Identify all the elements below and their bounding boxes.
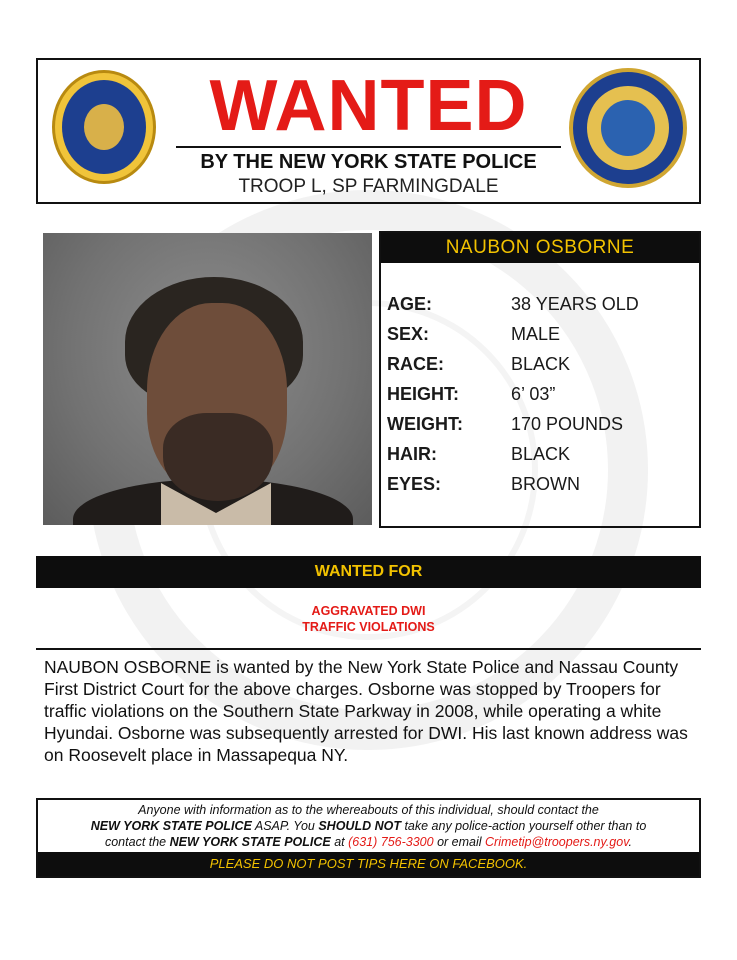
contact-footer	[36, 798, 701, 878]
charges-list	[36, 603, 701, 635]
stat-value: BLACK	[511, 444, 571, 464]
charge-item: AGGRAVATED DWI	[311, 604, 426, 618]
charges-divider	[36, 648, 701, 650]
facebook-notice: PLEASE DO NOT POST TIPS HERE ON FACEBOOK.	[38, 852, 699, 876]
subject-stats	[387, 289, 693, 499]
email-link[interactable]: Crimetip@troopers.ny.gov	[485, 835, 629, 849]
stat-label: AGE:	[387, 294, 432, 314]
wanted-title: WANTED	[209, 66, 528, 146]
stat-label: SEX:	[387, 324, 430, 344]
stat-value: BROWN	[511, 474, 580, 494]
stat-value: 6’ 03”	[511, 384, 556, 404]
stat-value: 170 POUNDS	[511, 414, 624, 434]
stat-row-weight	[387, 409, 693, 439]
stat-label: HEIGHT:	[387, 384, 459, 404]
charge-item: TRAFFIC VIOLATIONS	[302, 620, 435, 634]
stat-label: EYES:	[387, 474, 442, 494]
case-description: NAUBON OSBORNE is wanted by the New York State Police and Nassau County First District Court for the above charges. Osborne was stopped by Troopers for traffic violations on the Southern State Parkway in 2008, while operating a white Hyundai. Osborne was subsequently arrested for DWI. His last known address was on Roosevelt place in Massapequa NY.	[44, 657, 688, 765]
bureau-of-criminal-investigation-seal-icon	[569, 68, 687, 188]
should-not-warning: SHOULD NOT	[318, 819, 401, 833]
agency-name: NEW YORK STATE POLICE	[169, 835, 331, 849]
stat-row-sex	[387, 319, 693, 349]
phone-number: (631) 756-3300	[348, 835, 434, 849]
subject-name: NAUBON OSBORNE	[381, 233, 699, 263]
by-line: BY THE NEW YORK STATE POLICE	[200, 151, 537, 173]
contact-line-3: contact the NEW YORK STATE POLICE at (631) 756-3300 or email Crimetip@troopers.ny.gov.	[104, 835, 633, 849]
stat-label: RACE:	[387, 354, 444, 374]
stat-row-age	[387, 289, 693, 319]
contact-instructions	[38, 802, 699, 850]
title-divider	[176, 146, 561, 148]
stat-value: MALE	[511, 324, 561, 344]
header-box	[36, 58, 701, 204]
suspect-photo	[43, 233, 372, 525]
wanted-for-heading: WANTED FOR	[36, 556, 701, 588]
troop-line: TROOP L, SP FARMINGDALE	[238, 176, 499, 197]
subject-info-box	[379, 231, 701, 528]
stat-row-height	[387, 379, 693, 409]
stat-row-eyes	[387, 469, 693, 499]
contact-line-1: Anyone with information as to the whereabouts of this individual, should contact the	[138, 803, 599, 817]
agency-name: NEW YORK STATE POLICE	[90, 819, 252, 833]
stat-value: 38 YEARS OLD	[511, 294, 639, 314]
stat-value: BLACK	[511, 354, 571, 374]
stat-label: WEIGHT:	[387, 414, 463, 434]
stat-label: HAIR:	[387, 444, 437, 464]
stat-row-race	[387, 349, 693, 379]
stat-row-hair	[387, 439, 693, 469]
contact-line-2: NEW YORK STATE POLICE ASAP. You SHOULD NOT take any police-action yourself other than to	[90, 819, 647, 833]
